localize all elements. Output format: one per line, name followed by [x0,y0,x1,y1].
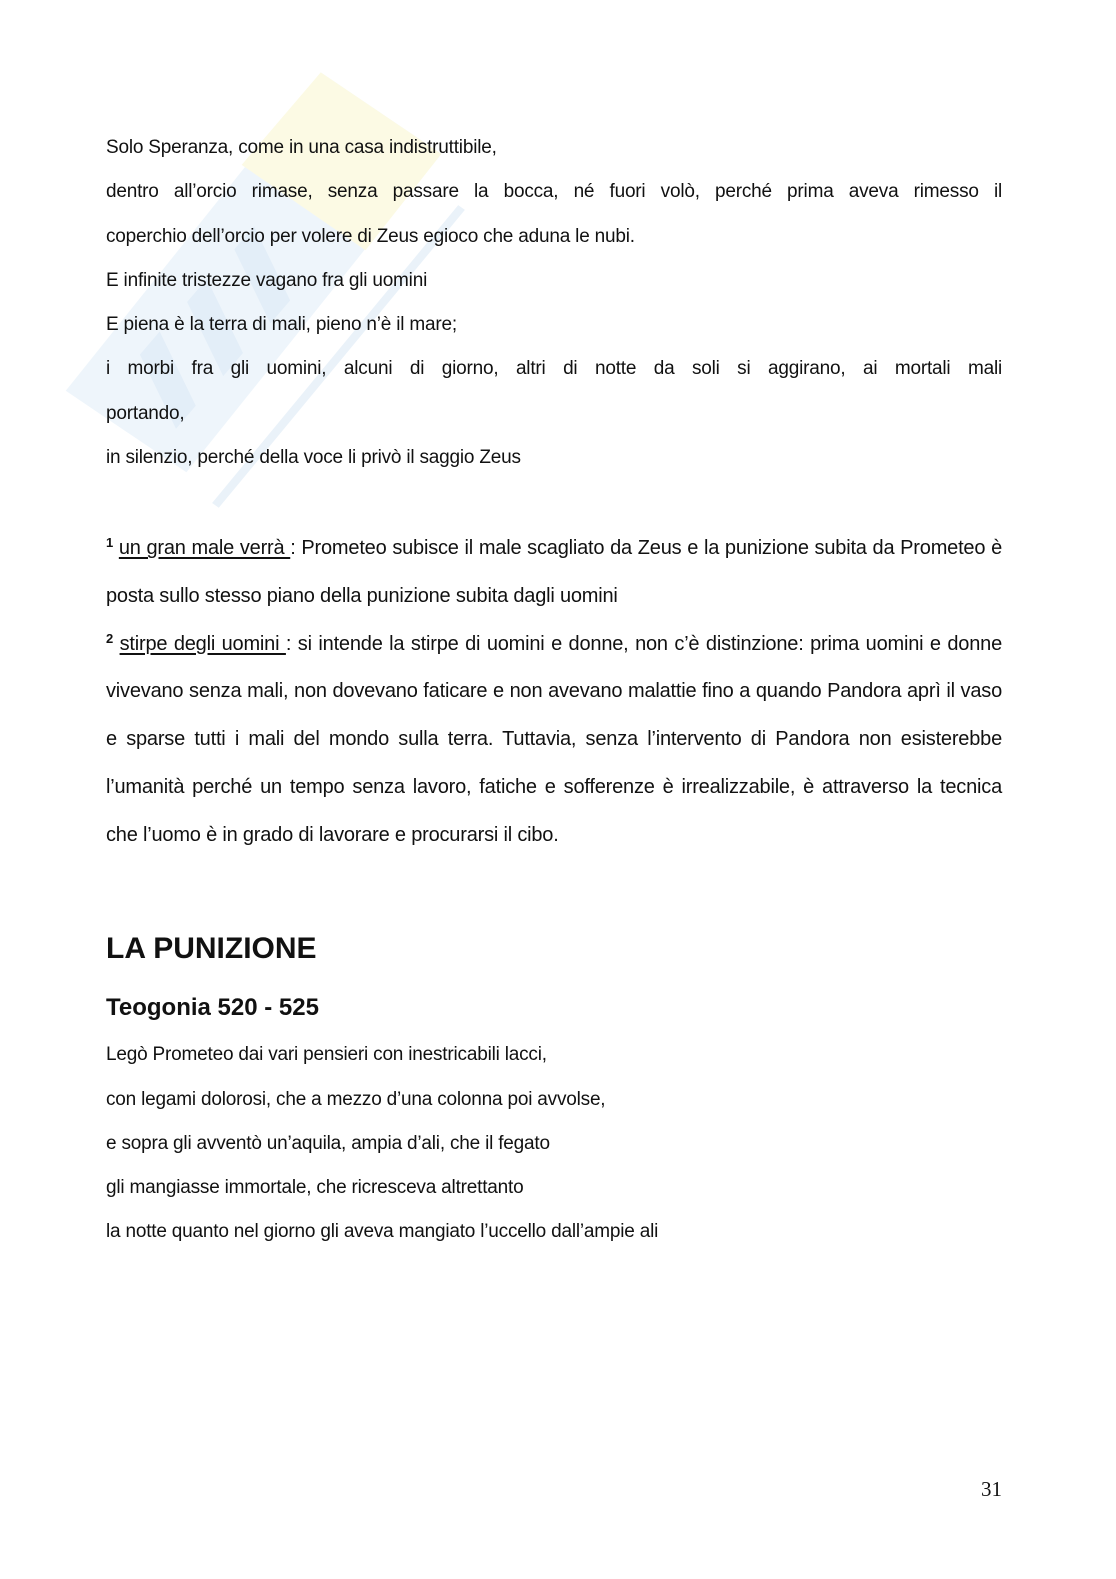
verse-line: con legami dolorosi, che a mezzo d’una colonna poi avvolse, [106,1088,606,1110]
verse-line: dentro all’orcio rimase, senza passare la bocca, né fuori volò, perché prima aveva rimesso il [106,181,1002,203]
verse-line: i morbi fra gli uomini, alcuni di giorno, altri di notte da soli si aggirano, ai mortali mali [106,358,1002,380]
verse-line: e sopra gli avventò un’aquila, ampia d’ali, che il fegato [106,1132,550,1154]
footnotes [106,525,1002,859]
footnote-text: : si intende la stirpe di uomini e donne, non c’è distinzione: prima uomini e donne vivevano senza mali, non dovevano faticare e non avevano malattie fino a quando Pandora aprì il vaso e sparse tutti i mali del mondo sulla terra. Tuttavia, senza l’intervento di Pandora non esisterebbe l’umanità perché un tempo senza lavoro, fatiche e sofferenze è irrealizzabile, è attraverso la tecnica che l’uomo è in grado di lavorare e procurarsi il cibo. [106,632,1003,846]
verse-line: in silenzio, perché della voce li privò il saggio Zeus [106,447,521,469]
verse-line: Solo Speranza, come in una casa indistruttibile, [106,137,497,158]
subsection-title: Teogonia 520 - 525 [106,994,319,1022]
footnote-term: stirpe degli uomini [119,632,286,655]
verse-line: Legò Prometeo dai vari pensieri con inestricabili lacci, [106,1044,547,1066]
footnote-2 [106,621,1002,860]
footnote-term: un gran male verrà [118,537,291,560]
footnote-1 [106,525,1002,620]
verse-line: E piena è la terra di mali, pieno n’è il mare; [106,314,457,336]
verse-line: la notte quanto nel giorno gli aveva mangiato l’uccello dall’ampie ali [106,1221,659,1243]
verse-line: portando, [106,402,185,424]
page-number: 31 [981,1477,1002,1501]
verse-line: coperchio dell’orcio per volere di Zeus egioco che aduna le nubi. [106,225,635,247]
verse-line: gli mangiasse immortale, che ricresceva altrettanto [106,1177,524,1199]
verse-line: E infinite tristezze vagano fra gli uomini [106,269,428,291]
footnote-text: : Prometeo subisce il male scagliato da Zeus e la punizione subita da Prometeo è posta sullo stesso piano della punizione subita dagli uomini [106,537,1003,608]
verse-block-1 [106,126,1002,480]
verse-block-2 [106,1033,1002,1254]
footnote-number: 1 [106,535,114,551]
section-title: LA PUNIZIONE [106,932,317,966]
footnote-number: 2 [106,630,114,646]
